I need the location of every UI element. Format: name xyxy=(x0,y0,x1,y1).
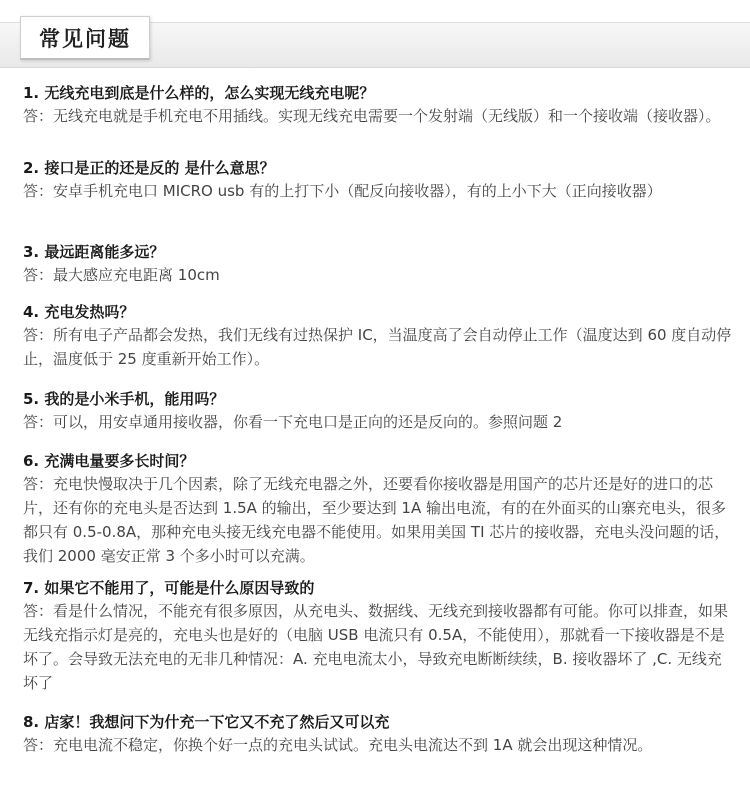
faq-answer-3: 答：最大感应充电距离 10cm xyxy=(23,266,220,284)
faq-item-2 xyxy=(23,157,735,203)
faq-item-5 xyxy=(23,388,735,434)
faq-question-3: 3. 最远距离能多远？ xyxy=(23,243,165,261)
faq-item-8 xyxy=(23,711,735,757)
faq-answer-7: 答：看是什么情况，不能充有很多原因，从充电头、数据线、无线充到接收器都有可能。你可以排查，如果无线充指示灯是亮的，充电头也是好的（电脑 USB 电流只有 0.5A，不能使用），那就看一下接收器是不是坏了。会导致无法充电的无非几种情况：A. 充电电流太小，导致充电断断续续，B. 接收器坏了 ,C. 无线充坏了 xyxy=(23,602,729,692)
faq-question-2: 2. 接口是正的还是反的 是什么意思？ xyxy=(23,159,275,177)
faq-answer-6: 答：充电快慢取决于几个因素，除了无线充电器之外，还要看你接收器是用国产的芯片还是好的进口的芯片，还有你的充电头是否达到 1.5A 的输出，至少要达到 1A 输出电流，有的在外面买的山寨充电头，很多都只有 0.5-0.8A，那种充电头接无线充电器不能使用。如果用美国 TI 芯片的接收器，充电头没问题的话，我们 2000 毫安正常 3 个多小时可以充满。 xyxy=(23,475,730,565)
faq-question-5: 5. 我的是小米手机，能用吗？ xyxy=(23,390,225,408)
faq-item-4 xyxy=(23,301,735,371)
faq-question-4: 4. 充电发热吗？ xyxy=(23,303,135,321)
section-title-tab xyxy=(20,16,150,60)
faq-question-7: 7. 如果它不能用了，可能是什么原因导致的 xyxy=(23,579,315,597)
faq-item-1 xyxy=(23,82,735,128)
faq-answer-1: 答：无线充电就是手机充电不用插线。实现无线充电需要一个发射端（无线版）和一个接收端（接收器）。 xyxy=(23,107,721,125)
faq-item-6 xyxy=(23,450,735,568)
faq-answer-5: 答：可以，用安卓通用接收器，你看一下充电口是正向的还是反向的。参照问题 2 xyxy=(23,413,563,431)
section-title: 常见问题 xyxy=(39,26,131,51)
faq-answer-2: 答：安卓手机充电口 MICRO usb 有的上打下小（配反向接收器），有的上小下大（正向接收器） xyxy=(23,182,662,200)
faq-question-1: 1. 无线充电到底是什么样的，怎么实现无线充电呢？ xyxy=(23,84,375,102)
faq-question-8: 8. 店家！我想问下为什充一下它又不充了然后又可以充 xyxy=(23,713,390,731)
faq-answer-4: 答：所有电子产品都会发热，我们无线有过热保护 IC，当温度高了会自动停止工作（温度达到 60 度自动停止，温度低于 25 度重新开始工作）。 xyxy=(23,326,732,368)
faq-answer-8: 答：充电电流不稳定，你换个好一点的充电头试试。充电头电流达不到 1A 就会出现这种情况。 xyxy=(23,736,653,754)
faq-item-7 xyxy=(23,577,735,695)
faq-question-6: 6. 充满电量要多长时间？ xyxy=(23,452,195,470)
faq-item-3 xyxy=(23,241,735,287)
